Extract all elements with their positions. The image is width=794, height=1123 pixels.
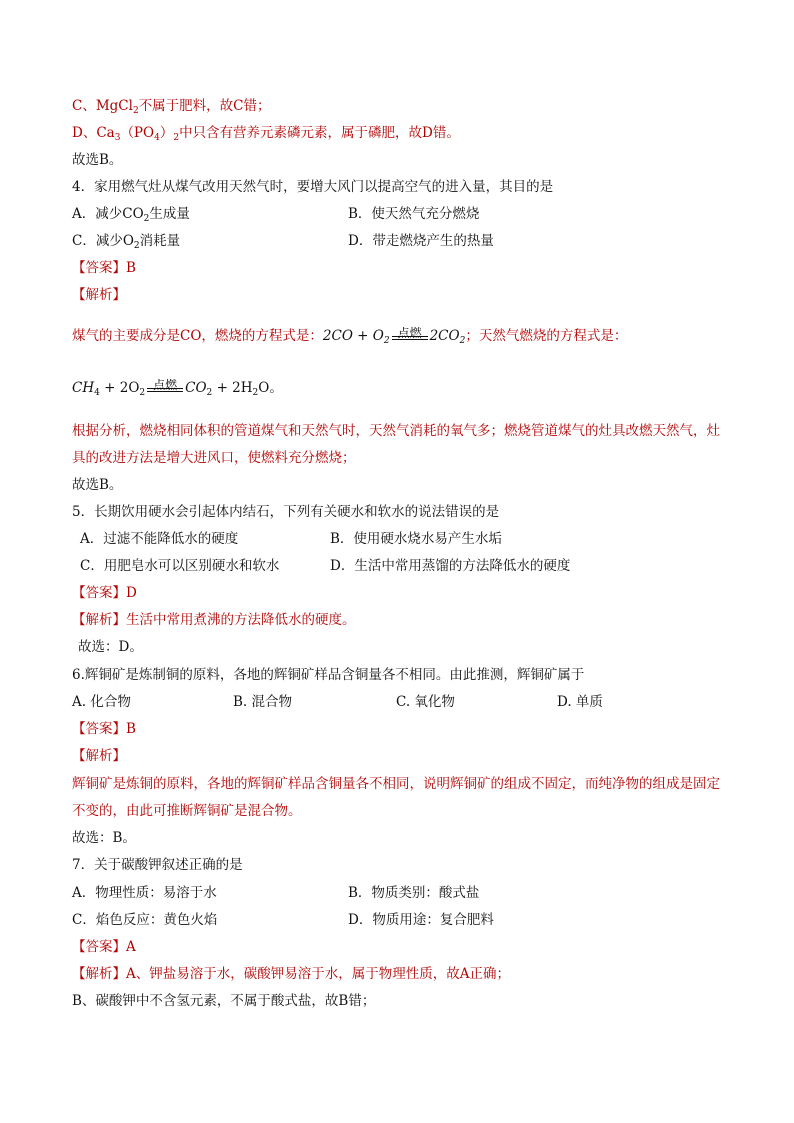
- q4-equation-methane-combustion: $CH_4 + 2O_2$ 点燃 $CO_2 + 2H_2O$。: [72, 378, 283, 398]
- q6-option-b: B. 混合物: [233, 694, 293, 710]
- q6-answer: 【答案】B: [72, 721, 136, 737]
- q5-answer: 【答案】D: [72, 585, 137, 601]
- q4-option-d: D．带走燃烧产生的热量: [348, 233, 494, 249]
- q7-option-a: A．物理性质：易溶于水: [72, 885, 217, 901]
- q4-analysis-paragraph: 根据分析，燃烧相同体积的管道煤气和天然气时，天然气消耗的氧气多；燃烧管道煤气的灶具改燃天然气，灶具的改进方法是增大进风口，使燃料充分燃烧；: [72, 423, 720, 466]
- q3-option-c-analysis: C、MgCl$_2$不属于肥料，故C错；: [72, 98, 271, 116]
- q7-option-d: D．物质用途：复合肥料: [348, 912, 494, 928]
- q3-conclusion: 故选B。: [72, 152, 123, 168]
- equation-co-combustion: $2CO + O_2$ 点燃 $2CO_2$: [322, 326, 466, 346]
- q5-analysis: 【解析】生活中常用煮沸的方法降低水的硬度。: [72, 612, 356, 628]
- q5-conclusion: 故选：D。: [78, 639, 143, 655]
- q4-option-a: A．减少$CO_2$生成量: [72, 206, 190, 224]
- q6-conclusion: 故选：B。: [72, 830, 136, 846]
- q6-analysis-label: 【解析】: [72, 748, 126, 764]
- q7-answer: 【答案】A: [72, 939, 136, 955]
- q6-stem: 6.辉铜矿是炼制铜的原料，各地的辉铜矿样品含铜量各不相同。由此推测，辉铜矿属于: [72, 667, 585, 683]
- q3-option-d-analysis: D、$Ca_3(PO_4)_2$中只含有营养元素磷元素，属于磷肥，故D错。: [72, 125, 460, 143]
- q5-option-d: D．生活中常用蒸馏的方法降低水的硬度: [330, 558, 571, 574]
- q4-stem: 4．家用燃气灶从煤气改用天然气时，要增大风门以提高空气的进入量，其目的是: [72, 179, 554, 195]
- q4-option-c: C．减少$O_2$消耗量: [72, 233, 181, 251]
- q7-analysis-a: 【解析】A、钾盐易溶于水，碳酸钾易溶于水，属于物理性质，故A正确；: [72, 966, 510, 982]
- q4-answer: 【答案】B: [72, 260, 136, 276]
- q7-option-c: C．焰色反应：黄色火焰: [72, 912, 218, 928]
- q4-analysis-label: 【解析】: [72, 287, 126, 303]
- q4-conclusion: 故选B。: [72, 477, 123, 493]
- q5-option-c: C．用肥皂水可以区别硬水和软水: [80, 558, 280, 574]
- q7-stem: 7．关于碳酸钾叙述正确的是: [72, 857, 243, 873]
- q6-analysis-paragraph: 辉铜矿是炼铜的原料，各地的辉铜矿样品含铜量各不相同，说明辉铜矿的组成不固定，而纯净物的组成是固定不变的，由此可推断辉铜矿是混合物。: [72, 776, 720, 819]
- q5-option-a: A．过滤不能降低水的硬度: [80, 531, 239, 547]
- q5-stem: 5．长期饮用硬水会引起体内结石，下列有关硬水和软水的说法错误的是: [72, 504, 500, 520]
- q7-analysis-b: B、碳酸钾中不含氢元素，不属于酸式盐，故B错；: [72, 993, 376, 1009]
- q6-option-c: C. 氧化物: [396, 694, 455, 710]
- q5-option-b: B．使用硬水烧水易产生水垢: [330, 531, 502, 547]
- q4-analysis-line-1: 煤气的主要成分是CO，燃烧的方程式是：$2CO + O_2$ 点燃 $2CO_2$；天然气燃烧的方程式是：: [72, 326, 628, 346]
- q7-option-b: B．物质类别：酸式盐: [348, 885, 480, 901]
- q4-option-b: B．使天然气充分燃烧: [348, 206, 480, 222]
- q6-option-a: A. 化合物: [72, 694, 131, 710]
- q6-option-d: D. 单质: [557, 694, 603, 710]
